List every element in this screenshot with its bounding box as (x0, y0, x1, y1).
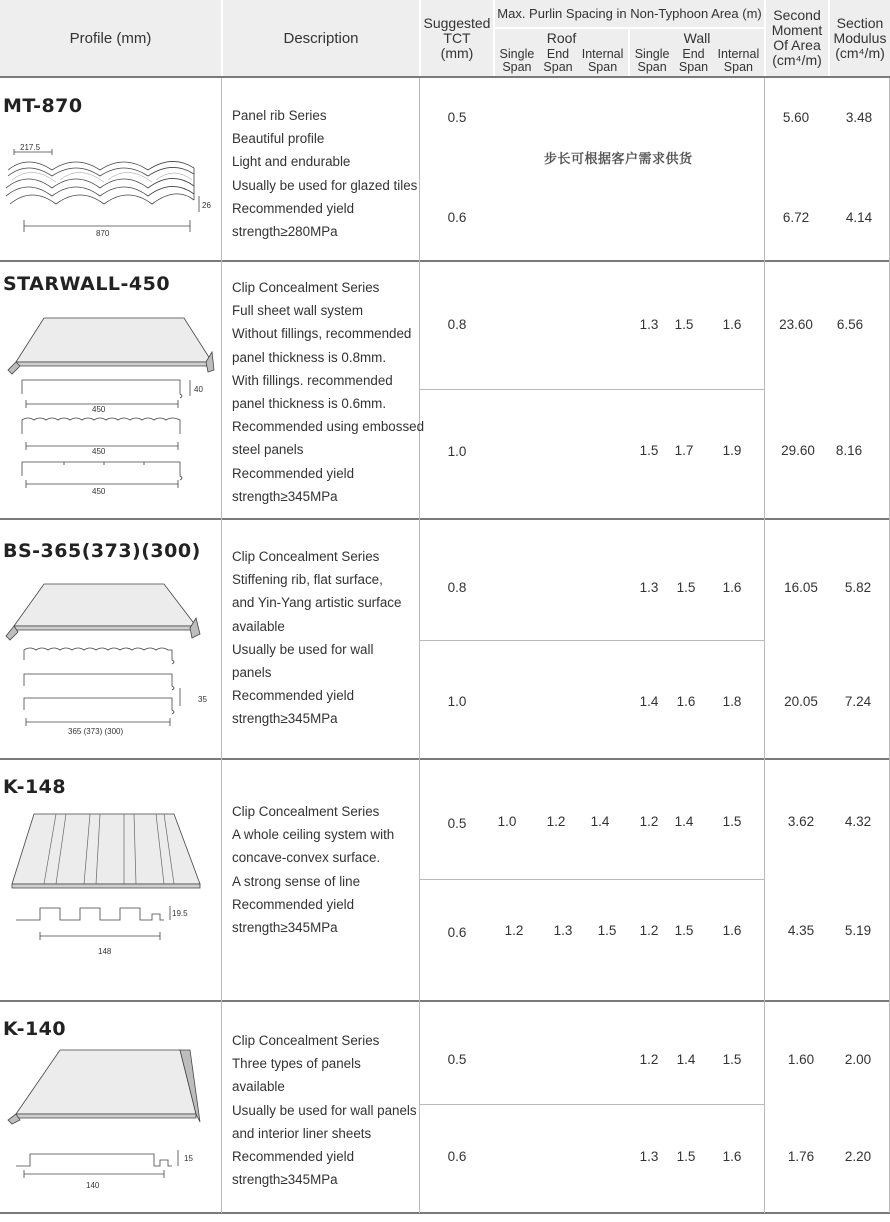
header-profile-label: Profile (mm) (69, 29, 152, 47)
tct-value: 0.6 (447, 210, 467, 225)
dim-height: 15 (184, 1154, 193, 1163)
roof-single-value: 1.2 (504, 923, 524, 938)
wall-end-value: 1.4 (674, 814, 694, 829)
description-line: Recommended using embossed (232, 419, 425, 435)
description-line: A whole ceiling system with (232, 827, 395, 843)
description-line: Usually be used for wall (232, 641, 374, 657)
header-roof-end-1: End (546, 47, 570, 61)
wall-internal-value: 1.8 (722, 694, 742, 709)
dim-cover-width: 450 (92, 447, 106, 456)
description-line: Recommended yield (232, 896, 355, 912)
moment-value: 1.60 (787, 1052, 815, 1067)
profile-description (232, 545, 420, 731)
wall-end-value: 1.7 (674, 443, 694, 458)
description-line: panels (232, 665, 272, 681)
tct-value: 1.0 (447, 694, 467, 709)
tct-value: 0.8 (447, 317, 467, 332)
wall-single-value: 1.5 (639, 443, 659, 458)
bs-365-profile-drawing (4, 580, 216, 742)
roof-end-value: 1.2 (546, 814, 566, 829)
dim-cover-width: 148 (98, 947, 112, 956)
profile-name: MT-870 (3, 95, 83, 117)
profile-description (232, 276, 425, 508)
header-wall-internal-2: Span (723, 60, 753, 74)
description-line: Clip Concealment Series (232, 280, 380, 295)
subrow-divider (420, 389, 765, 390)
wall-internal-value: 1.6 (722, 580, 742, 595)
description-line: Stiffening rib, flat surface, (232, 572, 383, 588)
wall-end-value: 1.5 (674, 317, 694, 332)
header-roof-end-2: Span (543, 60, 573, 74)
wall-internal-value: 1.6 (722, 923, 742, 938)
table-bottom-rule (0, 1212, 890, 1214)
dim-cover-width: 140 (86, 1181, 100, 1190)
header-modulus-line1: Section (836, 14, 884, 31)
header-modulus-line2: Modulus (833, 29, 887, 46)
header-roof-single-1: Single (499, 47, 535, 61)
row-divider (0, 1000, 890, 1002)
description-line: Usually be used for glazed tiles (232, 177, 418, 193)
wall-end-value: 1.5 (676, 580, 696, 595)
wall-end-value: 1.4 (676, 1052, 696, 1067)
wall-single-value: 1.2 (639, 814, 659, 829)
header-description-label: Description (283, 29, 359, 47)
tct-value: 0.6 (447, 925, 467, 940)
moment-value: 6.72 (782, 210, 810, 225)
description-line: Recommended yield (232, 1149, 355, 1165)
moment-value: 16.05 (784, 580, 818, 595)
description-line: Beautiful profile (232, 131, 325, 147)
dim-cover-width: 450 (92, 405, 106, 414)
wall-end-value: 1.6 (676, 694, 696, 709)
description-line: With fillings. recommended (232, 372, 393, 388)
dim-cover-width: 365 (373) (300) (68, 727, 124, 736)
moment-value: 3.62 (787, 814, 815, 829)
supply-note: 步长可根据客户需求供货 (544, 152, 693, 167)
header-roof-single-2: Span (502, 60, 532, 74)
description-line: panel thickness is 0.6mm. (232, 396, 387, 412)
tct-value: 0.5 (447, 110, 467, 125)
roof-internal-value: 1.4 (590, 814, 610, 829)
header-modulus-line3: (cm⁴/m) (835, 44, 885, 61)
modulus-value: 6.56 (836, 317, 864, 332)
subrow-divider (420, 640, 765, 641)
wall-single-value: 1.3 (639, 580, 659, 595)
description-line: strength≥345MPa (232, 920, 338, 936)
header-bottom-rule (0, 76, 890, 78)
header-roof-label: Roof (546, 30, 577, 46)
header-wall-end-1: End (682, 47, 705, 61)
header-wall-label: Wall (683, 30, 711, 46)
modulus-value: 4.32 (844, 814, 872, 829)
description-line: Panel rib Series (232, 108, 327, 123)
header-tct-line1: Suggested (423, 14, 491, 31)
wall-internal-value: 1.6 (722, 1149, 742, 1164)
starwall-450-profile-drawing (4, 312, 216, 502)
moment-value: 23.60 (779, 317, 813, 332)
tct-value: 0.5 (447, 816, 467, 831)
description-line: Full sheet wall system (232, 303, 363, 319)
moment-value: 29.60 (781, 443, 815, 458)
modulus-value: 7.24 (844, 694, 872, 709)
column-divider (764, 78, 765, 1213)
description-line: strength≥345MPa (232, 711, 338, 727)
dim-height: 19.5 (172, 909, 188, 918)
header-moment-line2: Moment (771, 22, 823, 38)
modulus-value: 5.19 (844, 923, 872, 938)
header-wall-internal-1: Internal (717, 47, 760, 61)
header-purlin-label: Max. Purlin Spacing in Non-Typhoon Area (m) (497, 6, 762, 21)
profile-name: K-148 (3, 776, 67, 798)
profile-name: STARWALL-450 (3, 273, 171, 295)
profile-description (232, 800, 420, 939)
roof-single-value: 1.0 (497, 814, 517, 829)
roof-end-value: 1.3 (553, 923, 573, 938)
tct-value: 0.5 (447, 1052, 467, 1067)
description-line: concave-convex surface. (232, 850, 381, 866)
wall-single-value: 1.4 (639, 694, 659, 709)
wall-single-value: 1.3 (639, 1149, 659, 1164)
subrow-divider (420, 1104, 765, 1105)
description-line: panel thickness is 0.8mm. (232, 349, 387, 365)
column-divider (221, 78, 222, 1213)
header-wall-end-2: Span (678, 60, 709, 74)
wall-internal-value: 1.9 (722, 443, 742, 458)
header-modulus (830, 0, 890, 76)
header-profile (0, 0, 221, 76)
header-purlin (495, 0, 764, 27)
header-wall (630, 29, 764, 76)
description-line: available (232, 618, 285, 634)
dim-height: 26 (202, 201, 211, 210)
header-moment-line4: (cm⁴/m) (772, 52, 822, 68)
modulus-value: 3.48 (845, 110, 873, 125)
dim-width-pitch: 217.5 (20, 143, 41, 152)
dim-height: 40 (194, 385, 203, 394)
header-moment (766, 0, 828, 76)
wall-internal-value: 1.6 (722, 317, 742, 332)
moment-value: 4.35 (787, 923, 815, 938)
description-line: Three types of panels (232, 1056, 361, 1072)
header-tct-line3: (mm) (440, 44, 474, 61)
wall-internal-value: 1.5 (722, 814, 742, 829)
moment-value: 20.05 (784, 694, 818, 709)
description-line: Clip Concealment Series (232, 549, 380, 564)
dim-height: 35 (198, 695, 207, 704)
moment-value: 1.76 (787, 1149, 815, 1164)
description-line: A strong sense of line (232, 873, 361, 889)
row-divider (0, 758, 890, 760)
k-140-profile-drawing (4, 1044, 216, 1194)
profile-name: K-140 (3, 1018, 67, 1040)
description-line: steel panels (232, 442, 304, 458)
wall-single-value: 1.2 (639, 1052, 659, 1067)
wall-end-value: 1.5 (674, 923, 694, 938)
description-line: and interior liner sheets (232, 1125, 372, 1141)
subrow-divider (420, 879, 765, 880)
header-moment-line3: Of Area (773, 37, 821, 53)
profile-description (232, 104, 420, 243)
row-divider (0, 518, 890, 520)
header-description (223, 0, 419, 76)
dim-cover-width: 450 (92, 487, 106, 496)
mt-870-profile-drawing (4, 140, 216, 240)
wall-end-value: 1.5 (676, 1149, 696, 1164)
wall-single-value: 1.3 (639, 317, 659, 332)
tct-value: 1.0 (447, 444, 467, 459)
header-wall-single-2: Span (637, 60, 667, 74)
modulus-value: 8.16 (835, 443, 863, 458)
header-tct (421, 0, 493, 76)
row-divider (0, 260, 890, 262)
dim-cover-width: 870 (96, 229, 110, 238)
roof-internal-value: 1.5 (597, 923, 617, 938)
wall-internal-value: 1.5 (722, 1052, 742, 1067)
modulus-value: 2.00 (844, 1052, 872, 1067)
header-roof (495, 29, 628, 76)
description-line: Without fillings, recommended (232, 326, 412, 342)
description-line: Clip Concealment Series (232, 1033, 380, 1048)
description-line: and Yin-Yang artistic surface (232, 595, 402, 611)
description-line: Recommended yield (232, 688, 355, 704)
header-roof-internal-2: Span (587, 60, 618, 74)
description-line: strength≥280MPa (232, 224, 338, 240)
description-line: Usually be used for wall panels (232, 1102, 417, 1118)
k-148-profile-drawing (4, 808, 216, 960)
moment-value: 5.60 (782, 110, 810, 125)
description-line: available (232, 1079, 285, 1095)
wall-single-value: 1.2 (639, 923, 659, 938)
modulus-value: 5.82 (844, 580, 872, 595)
description-line: Clip Concealment Series (232, 804, 380, 819)
description-line: Recommended yield (232, 200, 355, 216)
description-line: strength≥345MPa (232, 1172, 338, 1188)
profile-description (232, 1029, 420, 1191)
tct-value: 0.6 (447, 1149, 467, 1164)
description-line: Light and endurable (232, 154, 351, 170)
tct-value: 0.8 (447, 580, 467, 595)
description-line: Recommended yield (232, 465, 355, 481)
header-moment-line1: Second (773, 7, 821, 23)
modulus-value: 2.20 (844, 1149, 872, 1164)
description-line: strength≥345MPa (232, 488, 338, 504)
modulus-value: 4.14 (845, 210, 873, 225)
profile-name: BS-365(373)(300) (3, 540, 201, 562)
header-wall-single-1: Single (634, 47, 670, 61)
header-roof-internal-1: Internal (581, 47, 624, 61)
header-tct-line2: TCT (443, 29, 471, 46)
